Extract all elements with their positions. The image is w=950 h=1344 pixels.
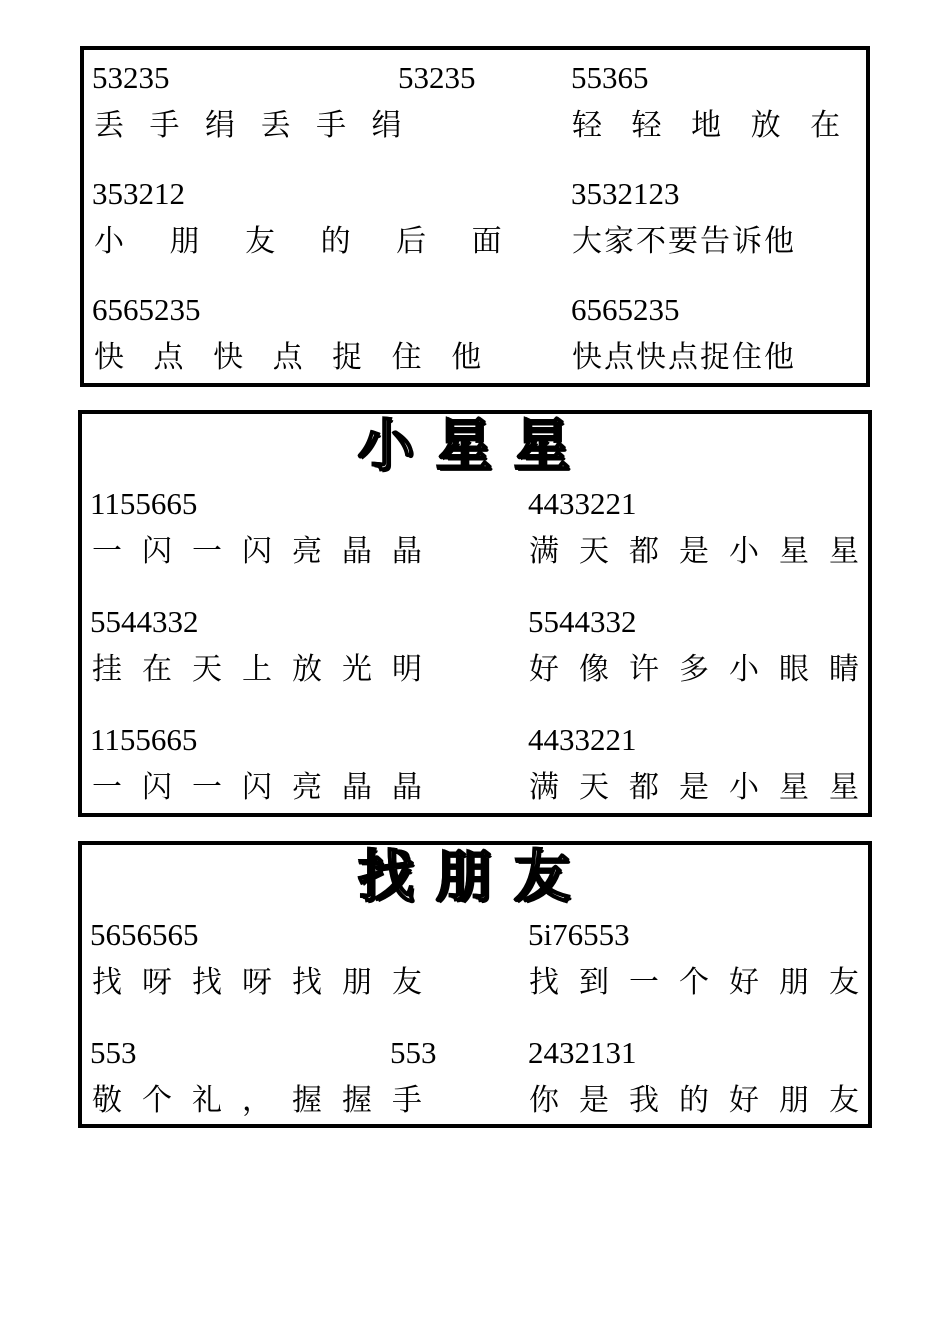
lyric-right-3: 快点快点捉住他 (572, 340, 796, 375)
notation-left-1: 5656565 (90, 917, 199, 952)
notation-left-3: 6565235 (92, 292, 201, 327)
lyric-left-2: 小 朋 友 的 后 面 (94, 224, 520, 259)
song-title-2: 小星星 (358, 414, 592, 479)
notation-right-1: 55365 (571, 60, 649, 95)
lyric-right-2: 大家不要告诉他 (572, 224, 796, 259)
notation-left-1b: 53235 (398, 60, 476, 95)
lyric-right-2: 好像许多小眼睛 (529, 652, 879, 687)
notation-right-2: 5544332 (528, 604, 637, 639)
notation-right-2: 2432131 (528, 1035, 637, 1070)
notation-left-2b: 553 (390, 1035, 437, 1070)
song-box-3 (78, 841, 879, 1128)
lyric-right-1: 轻 轻 地 放 在 (572, 108, 851, 143)
notation-left-2: 353212 (92, 176, 185, 211)
lyric-right-1: 满天都是小星星 (529, 534, 879, 569)
song-box-1 (80, 46, 870, 387)
lyric-right-3: 满天都是小星星 (529, 770, 879, 805)
lyric-left-1: 丢 手 绢 丢 手 绢 (94, 108, 410, 143)
lyric-left-3: 快 点 快 点 捉 住 他 (94, 340, 492, 375)
notation-right-1: 4433221 (528, 486, 637, 521)
notation-left-1a: 53235 (92, 60, 170, 95)
notation-right-3: 4433221 (528, 722, 637, 757)
lyric-left-1: 一闪一闪亮晶晶 (92, 534, 442, 569)
notation-left-1: 1155665 (90, 486, 198, 521)
lyric-left-1: 找呀找呀找朋友 (92, 965, 442, 1000)
lyric-left-2: 敬个礼，握握手 (92, 1083, 442, 1118)
lyric-left-2: 挂在天上放光明 (92, 652, 442, 687)
notation-left-2a: 553 (90, 1035, 137, 1070)
notation-right-2: 3532123 (571, 176, 680, 211)
lyric-right-1: 找到一个好朋友 (529, 965, 879, 1000)
song-title-3: 找朋友 (358, 845, 592, 910)
song-box-2 (78, 410, 879, 817)
lyric-left-3: 一闪一闪亮晶晶 (92, 770, 442, 805)
notation-left-2: 5544332 (90, 604, 199, 639)
lyric-right-2: 你是我的好朋友 (529, 1083, 879, 1118)
notation-right-3: 6565235 (571, 292, 680, 327)
notation-right-1: 5i76553 (528, 917, 630, 952)
notation-left-3: 1155665 (90, 722, 198, 757)
